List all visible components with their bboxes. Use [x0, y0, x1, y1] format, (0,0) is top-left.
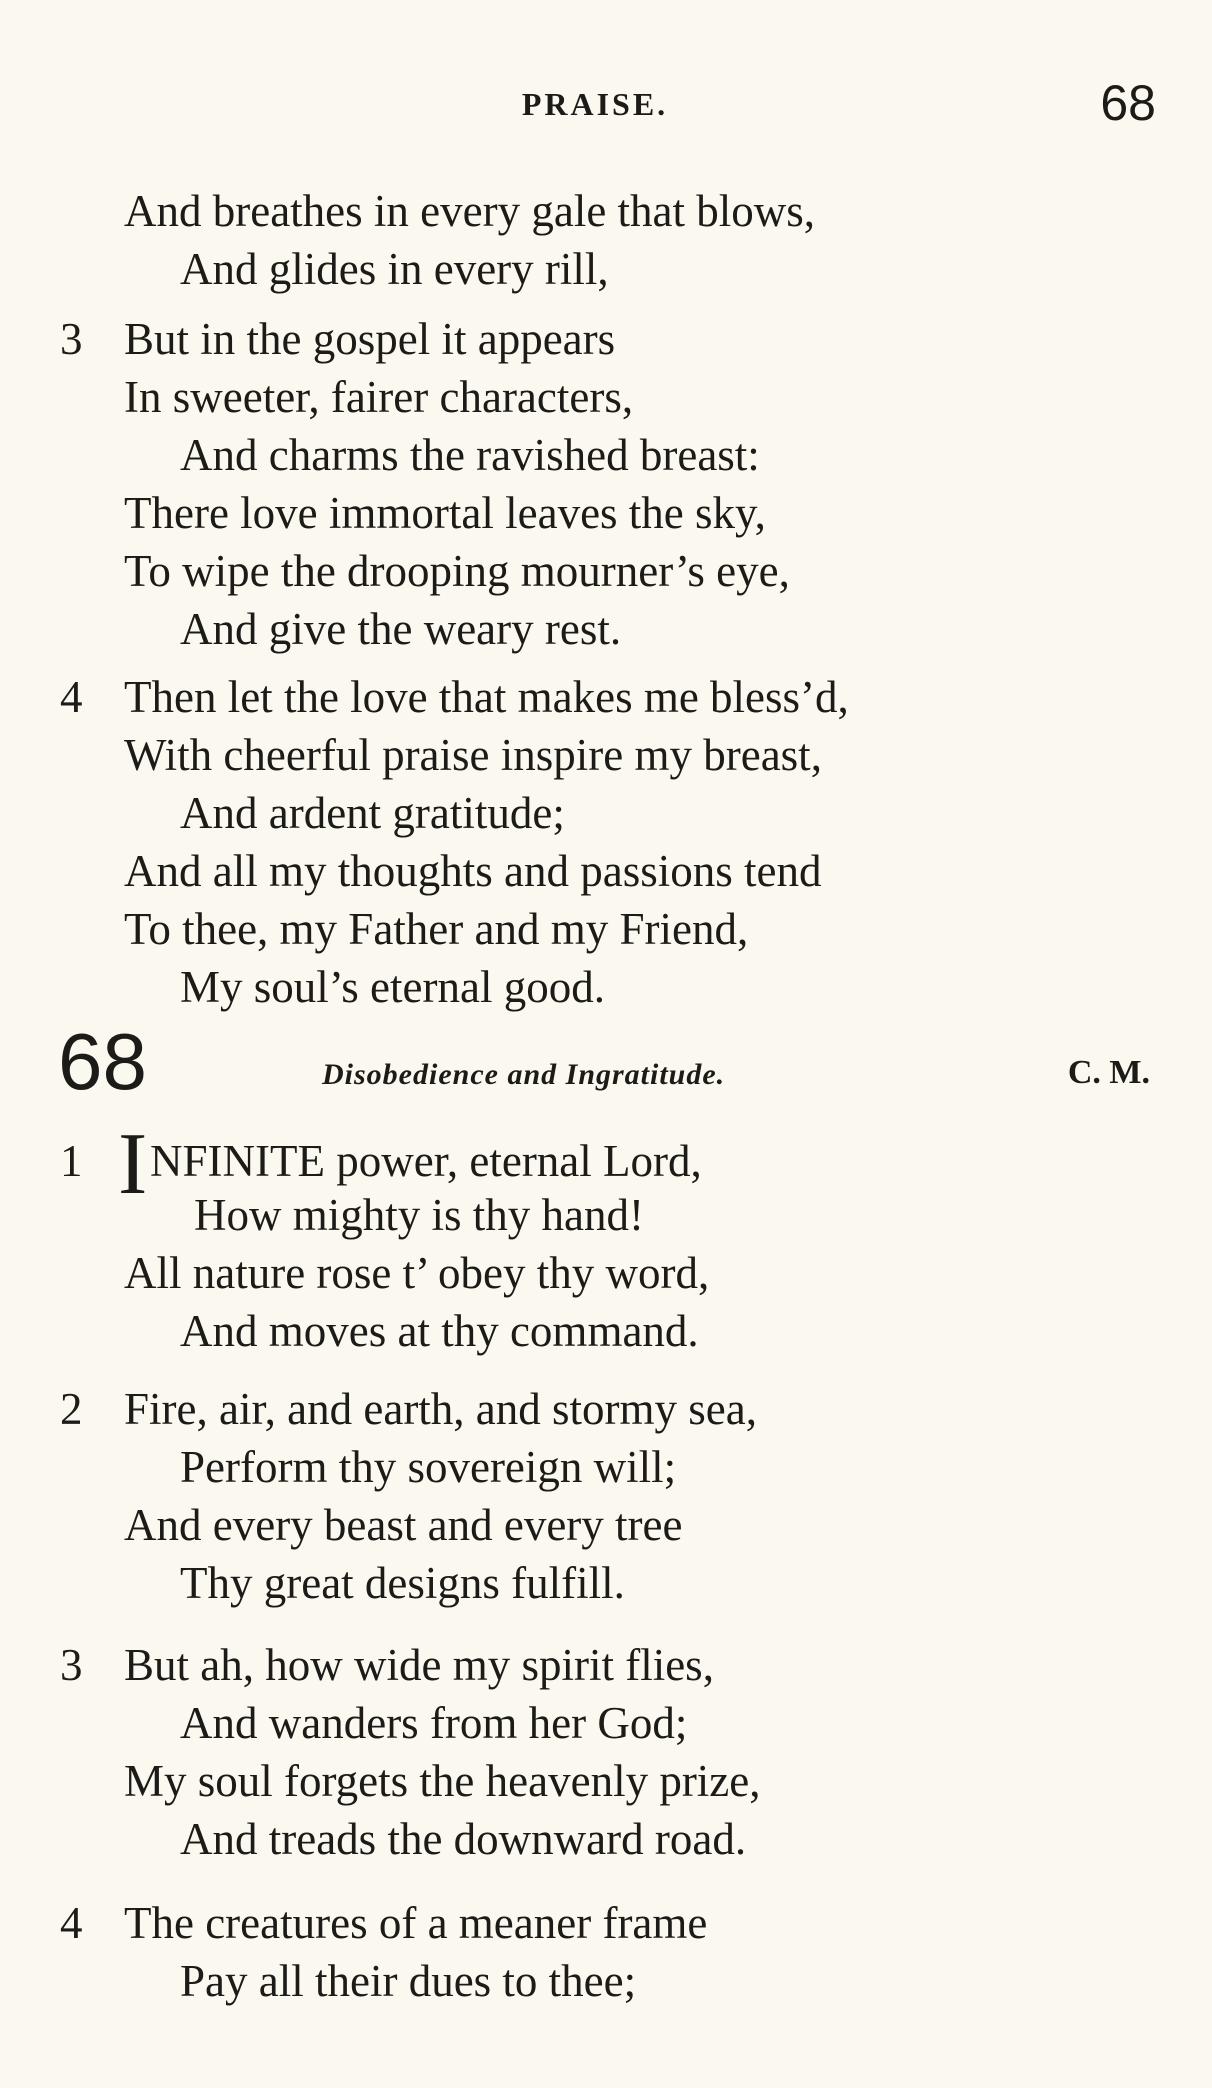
verse-line: With cheerful praise inspire my breast,: [124, 730, 822, 780]
verse-line: Perform thy sovereign will;: [180, 1442, 677, 1492]
verse-line: Fire, air, and earth, and stormy sea,: [124, 1384, 757, 1434]
stanza-number: 3: [60, 1640, 83, 1690]
verse-line: To thee, my Father and my Friend,: [124, 904, 749, 954]
verse-line: Then let the love that makes me bless’d,: [124, 672, 849, 722]
verse-line: And moves at thy command.: [180, 1306, 699, 1356]
verse-line: And give the weary rest.: [180, 604, 622, 654]
verse-line: But ah, how wide my spirit flies,: [124, 1640, 714, 1690]
verse-line: To wipe the drooping mourner’s eye,: [124, 546, 790, 596]
verse-line: Thy great designs fulfill.: [180, 1558, 625, 1608]
page-number: 68: [1100, 75, 1156, 131]
verse-line: There love immortal leaves the sky,: [124, 488, 766, 538]
verse-line: And ardent gratitude;: [180, 788, 565, 838]
verse-line: All nature rose t’ obey thy word,: [124, 1248, 710, 1298]
verse-line: Pay all their dues to thee;: [180, 1956, 637, 2006]
drop-cap: I: [118, 1116, 148, 1213]
stanza-number: 4: [60, 1898, 83, 1948]
verse-line: And glides in every rill,: [180, 244, 609, 294]
stanza-number: 3: [60, 314, 83, 364]
verse-line: My soul’s eternal good.: [180, 962, 605, 1012]
verse-line: And breathes in every gale that blows,: [124, 186, 816, 236]
hymn-meter: C. M.: [1067, 1054, 1150, 1091]
verse-line: And all my thoughts and passions tend: [124, 846, 822, 896]
verse-line: My soul forgets the heavenly prize,: [124, 1756, 761, 1806]
hymn-title: Disobedience and Ingratitude.: [322, 1058, 726, 1091]
verse-line: And every beast and every tree: [124, 1500, 683, 1550]
verse-line: And wanders from her God;: [180, 1698, 688, 1748]
verse-line: How mighty is thy hand!: [194, 1190, 644, 1240]
verse-line: The creatures of a meaner frame: [124, 1898, 708, 1948]
verse-line: And treads the downward road.: [180, 1814, 747, 1864]
verse-line: But in the gospel it appears: [124, 314, 616, 364]
stanza-number: 2: [60, 1384, 83, 1434]
verse-line: In sweeter, fairer characters,: [124, 372, 634, 422]
running-title: PRAISE.: [521, 86, 669, 122]
hymn-number: 68: [58, 1017, 147, 1106]
verse-line: And charms the ravished breast:: [180, 430, 760, 480]
stanza-number: 4: [60, 672, 83, 722]
verse-line: NFINITE power, eternal Lord,: [150, 1136, 702, 1186]
stanza-number: 1: [60, 1136, 83, 1186]
